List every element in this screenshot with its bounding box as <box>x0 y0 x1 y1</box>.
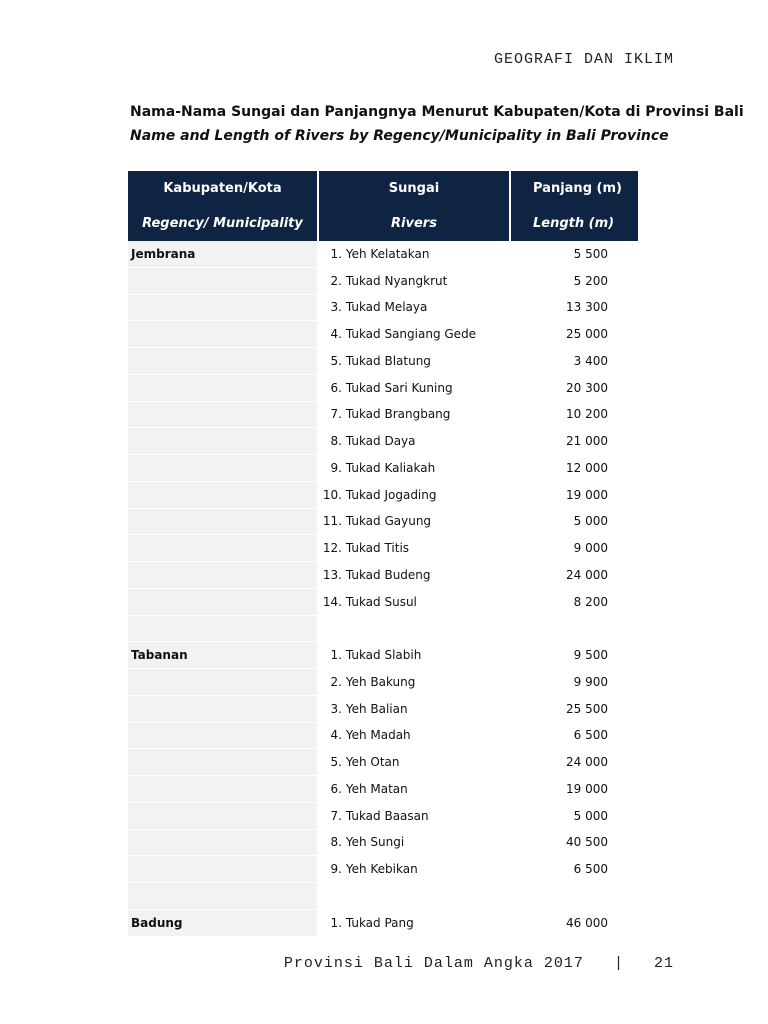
length-cell: 9 000 <box>510 535 638 562</box>
table-row <box>128 401 638 428</box>
table-row <box>128 562 638 589</box>
length-cell: 24 000 <box>510 749 638 776</box>
river-cell <box>318 883 510 910</box>
regency-cell <box>128 722 318 749</box>
regency-cell: Tabanan <box>128 642 318 669</box>
length-cell: 12 000 <box>510 455 638 482</box>
col-header-length-en: Length (m) <box>510 205 638 241</box>
length-cell: 8 200 <box>510 588 638 615</box>
length-cell: 6 500 <box>510 856 638 883</box>
river-number: 7. <box>330 407 342 422</box>
river-number: 8. <box>330 434 342 449</box>
regency-cell <box>128 883 318 910</box>
length-cell: 40 500 <box>510 829 638 856</box>
regency-cell: Jembrana <box>128 241 318 267</box>
river-cell <box>318 535 510 562</box>
river-cell <box>318 588 510 615</box>
river-number: 10. <box>322 487 342 502</box>
table-row <box>128 588 638 615</box>
river-name: Tukad Kaliakah <box>345 460 436 475</box>
length-cell: 3 400 <box>510 348 638 375</box>
col-header-river-en: Rivers <box>318 205 510 241</box>
regency-cell <box>128 428 318 455</box>
table-row <box>128 241 638 267</box>
table-row <box>128 508 638 535</box>
regency-cell <box>128 695 318 722</box>
river-cell <box>318 856 510 883</box>
river-number: 5. <box>330 755 342 770</box>
regency-cell <box>128 508 318 535</box>
river-name: Tukad Brangbang <box>345 407 451 422</box>
river-cell <box>318 642 510 669</box>
river-name: Tukad Pang <box>345 915 414 930</box>
river-name: Tukad Nyangkrut <box>345 273 448 288</box>
river-cell <box>318 669 510 696</box>
river-cell <box>318 481 510 508</box>
river-cell <box>318 615 510 642</box>
regency-cell <box>128 749 318 776</box>
river-number: 6. <box>330 380 342 395</box>
length-cell: 19 000 <box>510 776 638 803</box>
river-number: 4. <box>330 728 342 743</box>
regency-cell <box>128 348 318 375</box>
regency-cell <box>128 294 318 321</box>
length-cell: 21 000 <box>510 428 638 455</box>
length-cell: 25 000 <box>510 321 638 348</box>
length-cell: 46 000 <box>510 909 638 936</box>
river-number: 2. <box>330 273 342 288</box>
river-number: 9. <box>330 460 342 475</box>
river-number: 8. <box>330 835 342 850</box>
page-number: 21 <box>653 955 674 972</box>
river-number: 5. <box>330 353 342 368</box>
regency-cell <box>128 401 318 428</box>
table-row <box>128 802 638 829</box>
river-name: Yeh Sungi <box>345 835 405 850</box>
regency-cell <box>128 455 318 482</box>
river-name: Tukad Gayung <box>345 514 432 529</box>
river-cell <box>318 695 510 722</box>
col-header-length: Panjang (m) <box>510 171 638 205</box>
river-name: Tukad Blatung <box>345 353 431 368</box>
regency-cell <box>128 267 318 294</box>
river-name: Tukad Susul <box>345 594 417 609</box>
river-number: 11. <box>322 514 342 529</box>
rivers-table <box>128 171 638 937</box>
river-number: 13. <box>322 567 342 582</box>
river-number: 12. <box>322 541 342 556</box>
length-cell: 13 300 <box>510 294 638 321</box>
length-cell: 5 000 <box>510 802 638 829</box>
table-row <box>128 348 638 375</box>
river-name: Yeh Madah <box>345 728 411 743</box>
river-cell <box>318 562 510 589</box>
river-name: Tukad Daya <box>345 434 416 449</box>
table-row <box>128 642 638 669</box>
river-number: 1. <box>330 246 342 261</box>
length-cell: 6 500 <box>510 722 638 749</box>
table-header <box>128 171 638 241</box>
length-cell: 10 200 <box>510 401 638 428</box>
river-name: Tukad Sari Kuning <box>345 380 453 395</box>
length-cell: 25 500 <box>510 695 638 722</box>
footer-separator: | <box>613 955 624 972</box>
regency-cell <box>128 481 318 508</box>
river-cell <box>318 455 510 482</box>
length-cell <box>510 615 638 642</box>
river-cell <box>318 802 510 829</box>
page-header: GEOGRAFI DAN IKLIM <box>493 51 674 68</box>
regency-cell <box>128 535 318 562</box>
river-name: Tukad Melaya <box>345 300 428 315</box>
table-row <box>128 455 638 482</box>
length-cell: 5 500 <box>510 241 638 267</box>
river-number: 2. <box>330 674 342 689</box>
page-footer <box>284 955 674 972</box>
table-row <box>128 695 638 722</box>
table-row <box>128 535 638 562</box>
river-name: Yeh Balian <box>345 701 408 716</box>
river-cell <box>318 374 510 401</box>
river-name: Tukad Baasan <box>345 808 429 823</box>
river-name: Tukad Titis <box>345 541 410 556</box>
col-header-river: Sungai <box>318 171 510 205</box>
regency-cell <box>128 802 318 829</box>
table-row <box>128 749 638 776</box>
river-number: 3. <box>330 300 342 315</box>
regency-cell <box>128 776 318 803</box>
river-cell <box>318 241 510 267</box>
table-body <box>128 241 638 936</box>
river-number: 14. <box>322 594 342 609</box>
river-name: Yeh Kelatakan <box>345 246 430 261</box>
length-cell: 9 900 <box>510 669 638 696</box>
river-name: Tukad Slabih <box>345 648 422 663</box>
length-cell: 5 200 <box>510 267 638 294</box>
length-cell: 9 500 <box>510 642 638 669</box>
length-cell: 24 000 <box>510 562 638 589</box>
regency-cell <box>128 321 318 348</box>
length-cell: 20 300 <box>510 374 638 401</box>
regency-cell <box>128 856 318 883</box>
table-row <box>128 856 638 883</box>
table-row <box>128 669 638 696</box>
col-header-regency-en: Regency/ Municipality <box>128 205 318 241</box>
river-cell <box>318 428 510 455</box>
regency-cell <box>128 562 318 589</box>
river-name: Yeh Matan <box>345 781 408 796</box>
table-title-indonesian: Nama-Nama Sungai dan Panjangnya Menurut Kabupaten/Kota di Provinsi Bali <box>130 104 744 120</box>
river-cell <box>318 829 510 856</box>
table-row <box>128 374 638 401</box>
table-row <box>128 321 638 348</box>
river-cell <box>318 722 510 749</box>
table-title <box>130 100 744 148</box>
river-cell <box>318 749 510 776</box>
river-number: 4. <box>330 327 342 342</box>
length-cell: 19 000 <box>510 481 638 508</box>
river-number: 1. <box>330 648 342 663</box>
river-cell <box>318 294 510 321</box>
table-row <box>128 909 638 936</box>
table-row <box>128 294 638 321</box>
table-title-english: Name and Length of Rivers by Regency/Municipality in Bali Province <box>130 128 669 144</box>
length-cell: 5 000 <box>510 508 638 535</box>
river-number: 6. <box>330 781 342 796</box>
river-cell <box>318 909 510 936</box>
river-number: 9. <box>330 862 342 877</box>
table-row <box>128 428 638 455</box>
river-cell <box>318 267 510 294</box>
river-name: Tukad Sangiang Gede <box>345 327 477 342</box>
river-name: Yeh Otan <box>345 755 400 770</box>
table-row <box>128 883 638 910</box>
table-row <box>128 267 638 294</box>
regency-cell: Badung <box>128 909 318 936</box>
river-number: 3. <box>330 701 342 716</box>
river-cell <box>318 776 510 803</box>
river-name: Yeh Kebikan <box>345 862 418 877</box>
river-number: 1. <box>330 915 342 930</box>
river-number: 7. <box>330 808 342 823</box>
river-cell <box>318 508 510 535</box>
table-row <box>128 776 638 803</box>
col-header-regency: Kabupaten/Kota <box>128 171 318 205</box>
table-row <box>128 829 638 856</box>
river-name: Yeh Bakung <box>345 674 416 689</box>
regency-cell <box>128 829 318 856</box>
river-cell <box>318 348 510 375</box>
table-row <box>128 481 638 508</box>
table-row <box>128 615 638 642</box>
regency-cell <box>128 374 318 401</box>
river-cell <box>318 321 510 348</box>
regency-cell <box>128 615 318 642</box>
river-cell <box>318 401 510 428</box>
regency-cell <box>128 669 318 696</box>
river-name: Tukad Budeng <box>345 567 431 582</box>
length-cell <box>510 883 638 910</box>
river-name: Tukad Jogading <box>345 487 437 502</box>
regency-cell <box>128 588 318 615</box>
table-row <box>128 722 638 749</box>
footer-publication: Provinsi Bali Dalam Angka 2017 <box>283 955 584 972</box>
